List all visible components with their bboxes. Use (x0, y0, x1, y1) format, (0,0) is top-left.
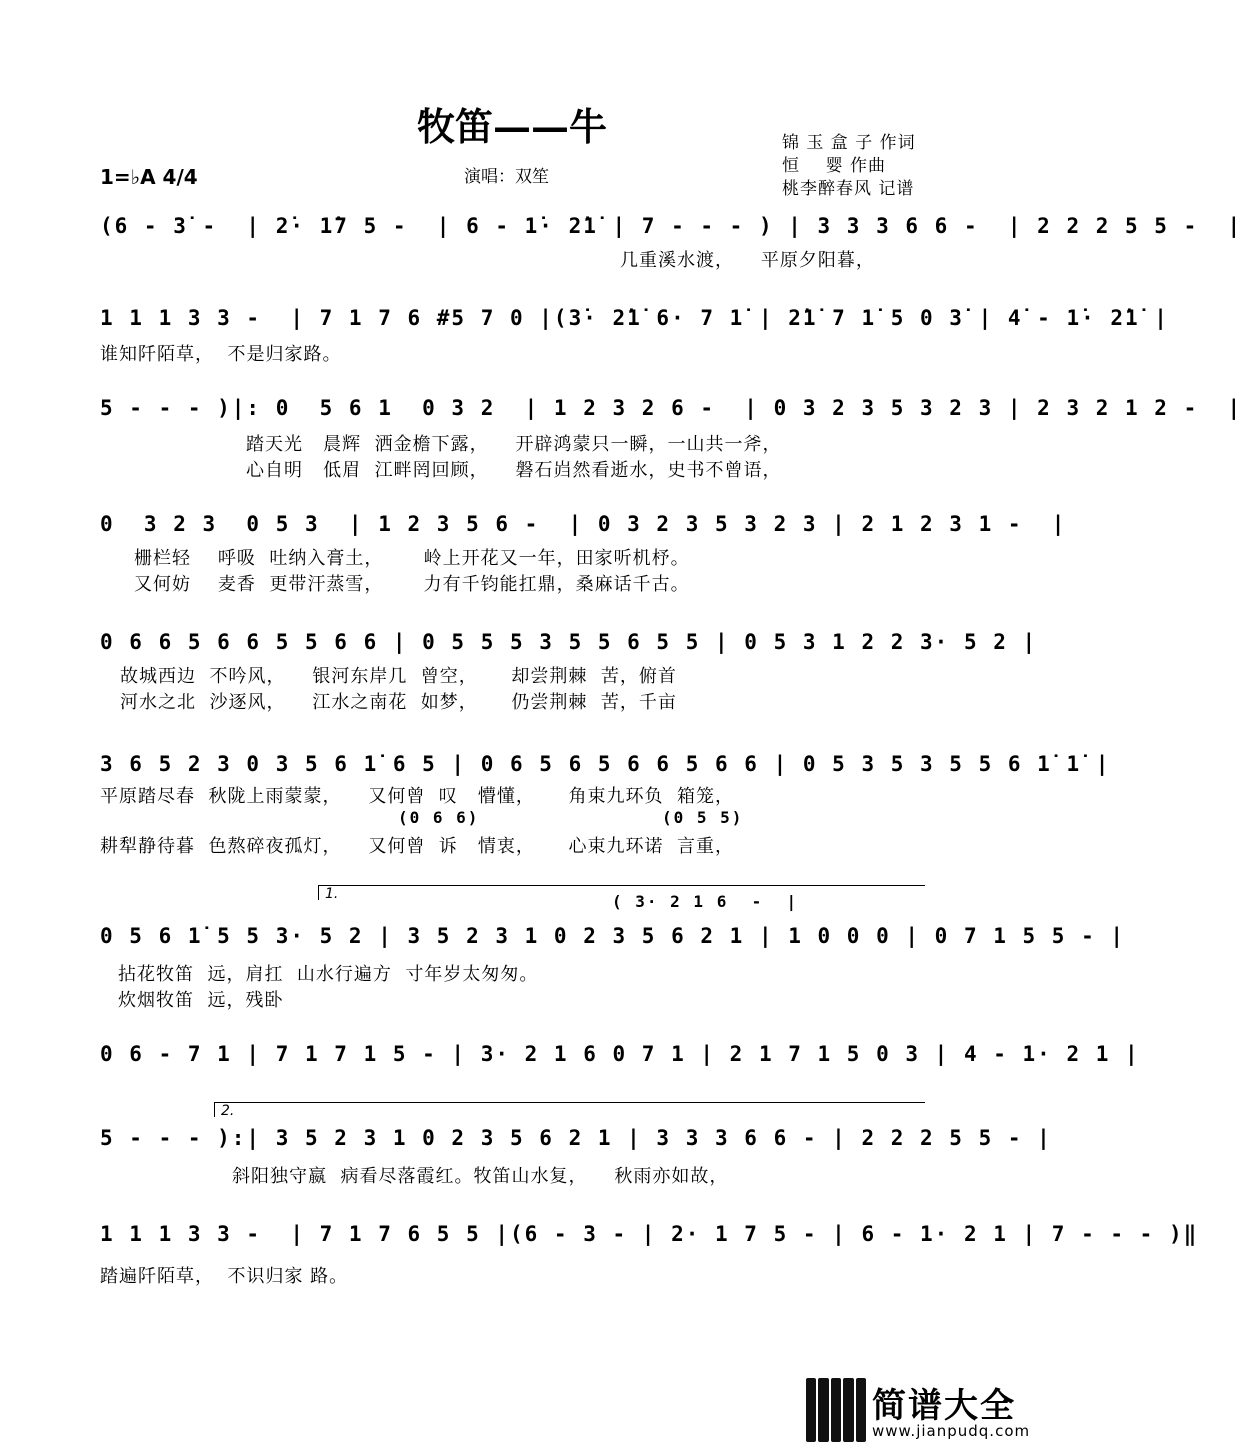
lyric-row-4-verse-1: 栅栏轻 呼吸 吐纳入膏土， 岭上开花又一年，田家听机杼。 (134, 548, 690, 569)
composer-credit: 恒 婴 作曲 (782, 156, 887, 176)
lyricist-credit: 锦 玉 盒 子 作词 (782, 133, 916, 153)
second-ending-bracket (214, 1102, 925, 1117)
lyric-row-2: 谁知阡陌草， 不是归家路。 (100, 344, 342, 365)
site-logo (806, 1378, 1031, 1444)
lyric-row-6-verse-1: 平原踏尽春 秋陇上雨蒙蒙， 又何曾 叹 懵懂， 角束九环负 箱笼， (100, 786, 734, 807)
score-row-6: 3 6 5 2 3 0 3 5 6 1̇ 6 5 | 0 6 5 6 5 6 6 5 6 6 | 0 5 3 5 3 5 5 6 1̇ 1̇ | (100, 752, 1111, 776)
cue-notes: ( 3· 2 1 6 - | (612, 892, 799, 911)
first-ending-label: 1. (325, 886, 339, 902)
logo-title: 简谱大全 (872, 1386, 1016, 1426)
lyric-row-4-verse-2: 又何妨 麦香 更带汗蒸雪， 力有千钧能扛鼎，桑麻话千古。 (134, 574, 690, 595)
lyric-row-7-verse-2: 炊烟牧笛 远，残卧 (118, 990, 284, 1011)
score-row-8: 0 6 - 7 1 | 7 1 7 1 5 - | 3· 2 1 6 0 7 1 | 2 1 7 1 5 0 3 | 4 - 1· 2 1 | (100, 1042, 1140, 1066)
score-row-7: 0 5 6 1̇ 5 5 3· 5 2 | 3 5 2 3 1 0 2 3 5 6 2 1 | 1 0 0 0 | 0 7 1 5 5 - | (100, 924, 1126, 948)
score-row-4: 0 3 2 3 0 5 3 | 1 2 3 5 6 - | 0 3 2 3 5 3 2 3 | 2 1 2 3 1 - | (100, 512, 1067, 536)
score-row-2: 1 1 1 3 3 - | 7 1 7 6 #5 7 0 |(3̇· 2̇1̇ 6· 7 1̇ | 2̇1̇ 7 1̇ 5 0 3̇ | 4̇ - 1̇· 2̇1̇ | (100, 306, 1169, 330)
singer-credit: 演唱：双笙 (464, 167, 549, 187)
score-row-9: 5 - - - ):| 3 5 2 3 1 0 2 3 5 6 2 1 | 3 3 3 6 6 - | 2 2 2 5 5 - | (100, 1126, 1052, 1150)
alt-notes-1: (0 6 6) (398, 808, 480, 827)
piano-icon (806, 1378, 866, 1442)
lyric-row-3-verse-2: 心自明 低眉 江畔罔回顾， 磐石岿然看逝水，史书不曾语， (246, 460, 782, 481)
lyric-row-5-verse-2: 河水之北 沙逐风， 江水之南花 如梦， 仍尝荆棘 苦，千亩 (120, 692, 677, 713)
lyric-row-9: 斜阳独守嬴 病看尽落霞红。牧笛山水复， 秋雨亦如故， (232, 1166, 729, 1187)
transcriber-credit: 桃李醉春风 记谱 (782, 179, 915, 199)
lyric-row-5-verse-1: 故城西边 不吟风， 银河东岸几 曾空， 却尝荆棘 苦，俯首 (120, 666, 677, 687)
score-row-5: 0 6 6 5 6 6 5 5 6 6 | 0 5 5 5 3 5 5 6 5 5 | 0 5 3 1 2 2 3· 5 2 | (100, 630, 1038, 654)
lyric-row-7-verse-1: 拈花牧笛 远，肩扛 山水行遍方 寸年岁太匆匆。 (118, 964, 539, 985)
score-row-3: 5 - - - )|: 0 5 6 1 0 3 2 | 1 2 3 2 6 - | 0 3 2 3 5 3 2 3 | 2 3 2 1 2 - | (100, 396, 1242, 420)
score-row-1: (6 - 3̇ - | 2̇· 1̇7 5 - | 6 - 1̇· 2̇1̇ | 7 - - - ) | 3 3 3 6 6 - | 2 2 2 5 5 - | (100, 214, 1242, 238)
lyric-row-1: 几重溪水渡， 平原夕阳暮， (620, 250, 875, 271)
lyric-row-10: 踏遍阡陌草， 不识归家 路。 (100, 1266, 349, 1287)
key-signature: 1=♭A 4/4 (100, 165, 198, 189)
logo-url: www.jianpudq.com (872, 1422, 1031, 1440)
lyric-row-6-verse-2: 耕犁静待暮 色熬碎夜孤灯， 又何曾 诉 情衷， 心束九环诺 言重， (100, 836, 734, 857)
song-title: 牧笛——牛 (416, 104, 607, 149)
score-row-10: 1 1 1 3 3 - | 7 1 7 6 5 5 |(6 - 3 - | 2· 1 7 5 - | 6 - 1· 2 1 | 7 - - - )‖ (100, 1222, 1199, 1246)
second-ending-label: 2. (221, 1103, 235, 1119)
alt-notes-2: (0 5 5) (662, 808, 744, 827)
lyric-row-3-verse-1: 踏天光 晨辉 洒金檐下露， 开辟鸿蒙只一瞬，一山共一斧， (246, 434, 782, 455)
